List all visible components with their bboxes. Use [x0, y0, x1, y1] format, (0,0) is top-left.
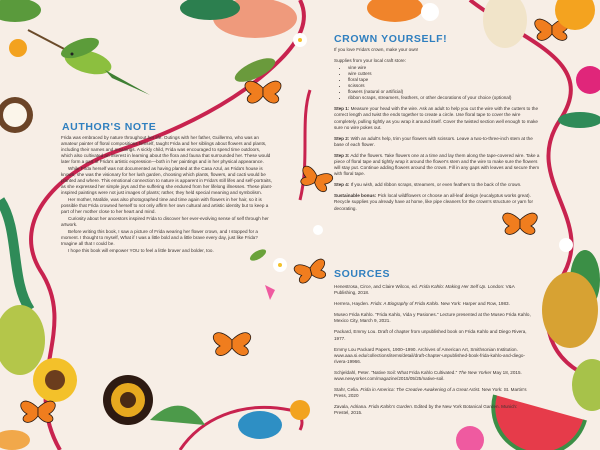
source-entry: Museo Frida Kahlo. "Frida Kahlo, Vida y Pasiones." Lecture presented at the Museo Frida Kahlo, Mexico City, March 9, 2021.: [334, 312, 531, 324]
supply-item: • ribbon scraps, streamers, feathers, or other decorations of your choice (optional): [348, 95, 542, 101]
source-entry: Schjeldahl, Peter. "Native Soil: What Frida Kahlo Cultivated." The New Yorker May 18, 2015. www.newyorker.com/magazine/2015/05/25/native-soil.: [334, 369, 522, 382]
bluebird-icon: [238, 411, 282, 439]
supply-item: • wire cutters: [348, 71, 542, 77]
pink-flower-icon: [265, 285, 275, 300]
source-entry: Packard, Emmy Lou. Draft of chapter from unpublished book on Frida Kahlo and Diego Rivera, 1977.: [334, 329, 527, 341]
source-entry: Emmy Lou Packard Papers, 1900–1990. Archives of American Art, Smithsonian Institution. www.aaa.si.edu/collections/items/detail/draft-chapter-unpublished-book-frida-kahlo-and-diego-rivera-19966.: [334, 346, 525, 364]
white-flower-icon: [421, 3, 439, 21]
butterfly-icon: [213, 333, 250, 356]
authors-note-body: [61, 135, 273, 254]
crown-step: [334, 193, 542, 211]
source-entry: Zavala, Adriana. Frida Kahlo's Garden. Edited by the New York Botanical Garden. Munich: Prestel, 2015.: [334, 404, 518, 416]
butterfly-icon: [293, 258, 328, 284]
source-entry: Stahr, Celia. Frida in America: The Creative Awakening of a Great Artist. New York: St. Martin's Press, 2020: [334, 387, 527, 399]
step-label: Step 1:: [334, 106, 350, 112]
pink-flower-icon: [456, 426, 484, 450]
step-text: With an adult's help, trim your flowers with scissors. Leave a two-to-three-inch stem at the base of each flower.: [334, 135, 533, 147]
source-entry: Herrera, Hayden. Frida: A Biography of Frida Kahlo. New York: Harper and Row, 1983.: [334, 301, 510, 307]
supply-item: • vine wire: [348, 65, 542, 71]
step-label: Step 4:: [334, 182, 350, 188]
authors-note-closing: I hope this book will empower YOU to feel a little braver and bolder, too.: [68, 247, 214, 253]
leaf-icon: [150, 406, 205, 425]
source-entry: Henestrosa, Circe, and Claire Wilcox, ed. Frida Kahlo: Making Her Self Up. London: V&A Publishing, 2018.: [334, 284, 515, 296]
crown-intro: If you love Frida's crown, make your own!: [334, 47, 419, 52]
vase-icon: [483, 0, 527, 48]
step-text: Measure your head with the wire. Ask an adult to help you cut the wire with the cutters to the correct length and twist the ends together to create a circle. Use floral tape to cover the wire completely, pulling tightly as you wrap it around itself. Cover the twisted section well enough to make sure no wire pokes out.: [334, 106, 539, 130]
crown-step: [334, 106, 542, 130]
step-label: Sustainable bonus:: [334, 193, 377, 199]
pink-flower-icon: [576, 66, 600, 94]
authors-note-paragraph: Curiosity about her ancestors inspired Frida to discover her ever-evolving sense of self through her artwork.: [61, 216, 269, 228]
cherimoya-icon: [572, 359, 600, 411]
orange-fruit-icon: [290, 400, 310, 420]
crown-step: [334, 153, 542, 177]
leaf-icon: [558, 112, 600, 128]
supplies-intro: Supplies from your local craft store:: [334, 58, 406, 64]
white-flower-icon: [313, 225, 323, 235]
mango-icon: [367, 0, 423, 22]
hummingbird-icon: [28, 30, 150, 95]
step-text: Add the flowers. Take flowers one at a time and lay them along the tape-covered wire. Take a piece of floral tape and tightly wrap it around the flower's stem and the wire to make sure the flowers will stay put. Continue adding flowers around the crown. Fill in any gaps with leaves and secure them with floral tape.: [334, 152, 540, 177]
crown-heading: CROWN YOURSELF!: [334, 33, 448, 45]
crown-step: [334, 182, 542, 188]
crown-body: [334, 47, 542, 212]
leaf-icon: [0, 200, 30, 310]
step-label: Step 2:: [334, 135, 350, 141]
authors-note-paragraph: Frida was embraced by nature throughout her life. Outings with her father, Guillermo, who was an amateur painter of floral compositions himself, taught Frida and her siblings about flowers and plants, including their names and meanings. A sickly child, Frida was encouraged to spend time outdoors, which also cultivated an interest in learning about the flora and fauna that surrounded her. These would later form a part of Frida's artistic expression—both in her paintings and in her physical appearance.: [61, 135, 271, 165]
supply-item: • scissors: [348, 83, 542, 89]
leaf-icon: [0, 0, 41, 22]
butterfly-icon: [503, 213, 538, 234]
authors-note-paragraph: Her mother, Matilde, was also photographed time and time again with flowers in her hair, so it is possible that Frida crowned herself to not only affirm her own cultural and artistic identity but to keep a part of her mother close to her heart and mind.: [61, 197, 269, 215]
supplies-list: [334, 65, 542, 102]
sources-heading: SOURCES: [334, 268, 391, 280]
step-text: If you wish, add ribbon scraps, streamers, or even feathers to the back of the crown.: [349, 182, 522, 188]
step-text: Pick local wildflowers or choose an all-leaf design (eucalyptus works great). Recycle supplies you already have at home, like pipe cleaners for the crown's structure or yarn for decorating.: [334, 193, 534, 211]
supply-item: • flowers (natural or artificial): [348, 89, 542, 95]
butterfly-icon: [21, 401, 56, 422]
authors-note-heading: AUTHOR'S NOTE: [62, 121, 157, 133]
authors-note-paragraph: Before writing this book, I saw a picture of Frida wearing her flower crown, and I stopped for a moment. I thought to myself, What if I was a little bold and a little brave every day, just like Frida? Imagine all that I could be.: [61, 228, 258, 246]
authors-note-paragraph: While Frida herself was not documented as having planted at the Casa Azul, as Frida's house is known, she was the visionary for her lush garden, choosing which plants, flowers, and cacti would be planted and where. This emotional connection to nature is apparent in Frida's still lifes and self-portraits, as she expressed her simple joys and the suffering she endured from her lifelong illnesses. These plant-inspired paintings were not just images of plants; rather, they held special meaning and symbolism.: [61, 166, 273, 196]
crown-step: [334, 136, 542, 148]
step-label: Step 3:: [334, 152, 350, 158]
white-flower-icon: [559, 238, 573, 252]
sources-list: [334, 284, 534, 417]
butterfly-icon: [245, 81, 281, 103]
orange-fruit-icon: [9, 39, 27, 57]
supply-item: • floral tape: [348, 77, 542, 83]
cactus-icon: [0, 305, 45, 375]
pineapple-icon: [542, 272, 598, 348]
leaf-icon: [0, 430, 30, 450]
